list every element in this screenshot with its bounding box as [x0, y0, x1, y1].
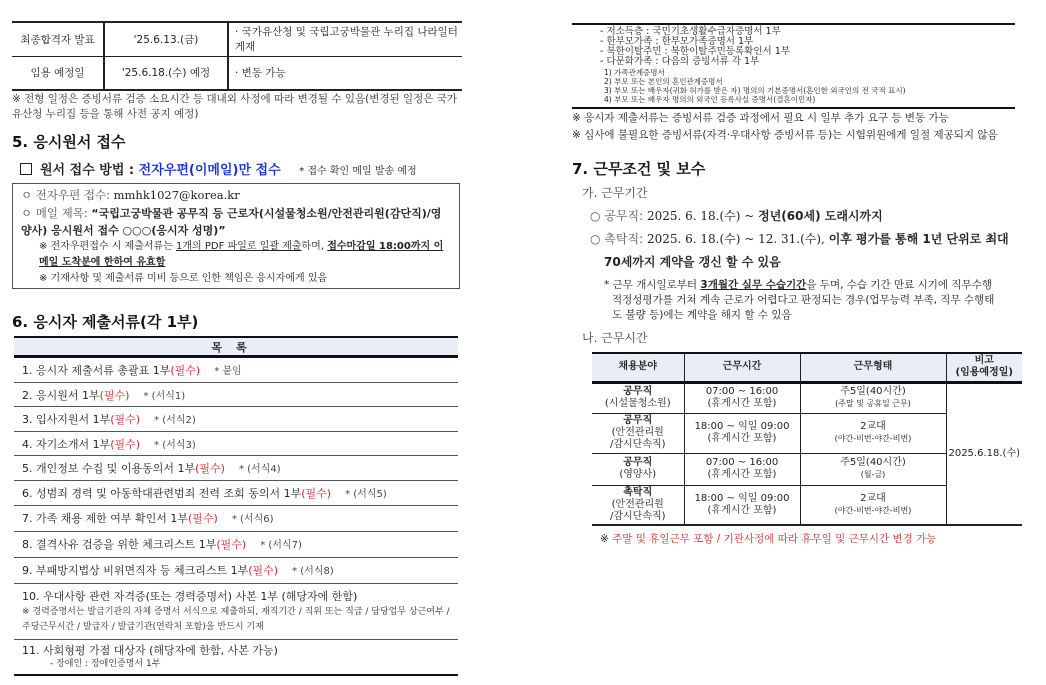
method-line: [20, 159, 417, 178]
time-cell: [684, 413, 800, 453]
time: 18:00 ~ 익일 09:00: [694, 492, 790, 504]
field-sub: (시설물청소원): [604, 398, 671, 409]
document-item: [14, 532, 458, 558]
time-sub: (휴게시간 포함): [707, 398, 777, 409]
table-row: [12, 22, 462, 56]
schedule-date: '25.6.13.(금): [104, 22, 228, 56]
note: ※ 응시자 제출서류는 증빙서류 검증 과정에서 필요 시 일부 추가 요구 등 변동 가능: [572, 112, 949, 124]
method-value: 전자우편(이메일)만 접수: [138, 163, 281, 178]
field: 공무직: [623, 457, 653, 468]
document-item: [14, 456, 458, 481]
field: 공무직: [623, 415, 653, 426]
required-badge: (필수): [99, 388, 130, 402]
email-box: [12, 183, 460, 289]
type-sub: (야간-비번-야간-비번): [834, 434, 912, 443]
checkbox-icon: [20, 163, 32, 175]
documents-table: [14, 336, 458, 676]
subject-line: ㅇ 메일 제목: “국립고궁박물관 공무직 등 근로자(시설물청소원/안전관리원(감단직)/영양사) 응시원서 접수 ○○○(응시자 성명)”: [21, 206, 442, 237]
item-text: 6. 성범죄 경력 및 아동학대관련범죄 전력 조회 동의서 1부: [22, 486, 302, 500]
col-header: 근무형태: [800, 353, 946, 382]
field: 공무직: [623, 386, 653, 397]
documents-notes: [572, 110, 998, 144]
col-header: 비고 (임용예정일): [946, 353, 1022, 382]
item-text: 1. 응시자 제출서류 총괄표 1부: [22, 364, 171, 377]
required-badge: (필수): [110, 437, 141, 451]
time-cell: [684, 485, 800, 525]
work-hours-title: 나. 근무시간: [582, 331, 648, 345]
time-cell: [684, 453, 800, 485]
document-item: [14, 506, 458, 532]
note-underline: 3개월간 실무 수습기간: [700, 279, 807, 291]
time: 07:00 ~ 16:00: [705, 457, 779, 468]
note-pdf: [21, 239, 451, 271]
subject-label: 메일 제목:: [35, 206, 88, 220]
form-ref: * 붙임: [214, 366, 242, 377]
note-deadline: 접수마감일 18:00까지 이메일 도착분에 한하여 유효함: [39, 241, 444, 268]
type: 주5일(40시간): [840, 457, 906, 468]
table-header: [592, 353, 1022, 382]
type-sub: (월-금): [860, 470, 886, 479]
type-sub: (야간-비번-야간-비번): [834, 505, 912, 515]
required-badge: (필수): [195, 462, 225, 476]
table-row: [592, 382, 1022, 413]
note-text: ※ 전자우편접수 시 제출서류는: [39, 241, 177, 252]
type-cell: [800, 413, 946, 453]
note-underline: 1개의 PDF 파일로 일괄 제출: [176, 241, 302, 252]
list-item: 4) 부모 또는 배우자 명의의 외국인 등록사실 증명서(결혼이민자): [604, 95, 816, 104]
note-responsibility: ※ 기재사항 및 제출서류 미비 등으로 인한 책임은 응시자에게 있음: [39, 273, 328, 284]
form-ref: * (서식4): [238, 464, 281, 476]
item-text: 9. 부패방지법상 비위면직자 등 체크리스트 1부: [22, 563, 249, 577]
label: 촉탁직:: [604, 232, 644, 246]
note-mark: ※: [600, 533, 609, 545]
multicultural-list: [600, 68, 1015, 104]
field-cell: [592, 413, 684, 453]
form-ref: * (서식7): [260, 539, 302, 551]
required-badge: (필수): [216, 537, 247, 551]
email-address[interactable]: mmhk1027@korea.kr: [113, 188, 240, 202]
schedule-item: 임용 예정일: [12, 56, 104, 90]
required-badge: (필수): [248, 563, 279, 577]
bold-text: 정년(60세) 도래시까지: [758, 209, 883, 223]
time-sub: (휴게시간 포함): [707, 433, 777, 444]
email-line: ㅇ 전자우편 접수: mmhk1027@korea.kr: [21, 188, 240, 202]
bold-text: 이후 평가를 통해 1년 단위로 최대 70세까지 계약을 갱신 할 수 있음: [604, 232, 1009, 269]
equity-documents-continued: [572, 23, 1015, 109]
schedule-note: ※ 전형 일정은 증빙서류 검증 소요시간 등 대내외 사정에 따라 변경될 수 있음(변경된 일정은 국가유산청 누리집 등을 통해 사전 공지 예정): [12, 93, 458, 120]
item-sub: - 장애인 : 장애인증명서 1부: [50, 658, 161, 669]
document-item: [14, 383, 458, 408]
item-text: 4. 자기소개서 1부: [22, 437, 111, 451]
type: 2교대: [860, 421, 886, 432]
field-cell: [592, 453, 684, 485]
label: 공무직:: [604, 209, 644, 223]
form-ref: * (서식3): [154, 439, 196, 451]
document-item: [14, 358, 458, 383]
date: 2025. 6. 18.(수) ~: [646, 209, 759, 223]
note-text: 하며,: [301, 241, 328, 252]
note: ※ 심사에 불필요한 증빙서류(자격·우대사항 증빙서류 등)는 시험위원에게 일절 제공되지 않음: [572, 129, 998, 141]
document-item: [14, 481, 458, 506]
list-item: 3) 부모 또는 배우자(귀화 허가를 받은 자) 명의의 기본증명서(혼인한 외국인의 전 국적 표시): [604, 86, 906, 95]
time-cell: [684, 382, 800, 413]
document-item: [14, 432, 458, 457]
item-sub: - 북한이탈주민 : 북한이탈주민등록확인서 1부: [600, 46, 790, 57]
col-header: 근무시간: [684, 353, 800, 382]
item-text: 3. 입사지원서 1부: [22, 413, 111, 427]
time: 07:00 ~ 16:00: [705, 386, 779, 397]
form-ref: * (서식5): [345, 488, 387, 500]
period-permanent: ○ 공무직: 2025. 6. 18.(수) ~ 정년(60세) 도래시까지: [590, 209, 883, 223]
item-text: 5. 개인정보 수집 및 이용동의서 1부: [22, 462, 196, 476]
probation-note: [590, 278, 1000, 323]
field-cell: [592, 485, 684, 525]
time: 18:00 ~ 익일 09:00: [694, 421, 790, 432]
schedule-item: 최종합격자 발표: [12, 22, 104, 56]
note-text: 을 두며, 수습 기간 만료 시기에 직무수행 적정성평가를 거쳐 계속 근로가 어렵다고 판정되는 경우(업무능력 부족, 직무 수행태도 불량 등)에는 계약을 해지 할 수 있음: [612, 279, 995, 321]
schedule-date: '25.6.18.(수) 예정: [104, 56, 228, 90]
required-badge: (필수): [187, 511, 218, 525]
schedule-note: · 변동 가능: [228, 56, 462, 90]
type: 2교대: [860, 492, 886, 504]
email-label: 전자우편 접수:: [35, 188, 110, 202]
time-sub: (휴게시간 포함): [707, 504, 777, 516]
list-item: 2) 부모 또는 본인의 혼인관계증명서: [604, 77, 723, 86]
work-hours-table: [592, 352, 1022, 526]
item-note: ※ 경력증명서는 발급기관의 자체 증명서 서식으로 제출하되, 재직기간 / 직위 또는 직급 / 담당업무 상근여부 / 주당근무시간 / 발급자 / 발급기관(연락처 포함)을 반드시 기재: [22, 606, 450, 632]
required-badge: (필수): [301, 486, 332, 500]
section-7-title: 7. 근무조건 및 보수: [572, 160, 706, 178]
required-badge: (필수): [170, 364, 201, 377]
schedule-note: · 국가유산청 및 국립고궁박물관 누리집 나라일터 게재: [228, 22, 462, 56]
remark-cell: 2025.6.18.(수): [946, 382, 1022, 525]
work-period-title: 가. 근무기간: [582, 186, 648, 200]
field-sub: (안전관리원 /감시단속직): [609, 427, 666, 450]
type: 주5일(40시간): [840, 386, 906, 397]
item-sub: - 한부모가족 : 한부모가족증명서 1부: [600, 36, 754, 47]
item-text: 10. 우대사항 관련 자격증(또는 경력증명서) 사본 1부 (해당자에 한함): [22, 589, 358, 603]
form-ref: * (서식6): [231, 513, 274, 525]
note-text: 주말 및 휴일근무 포함 / 기관사정에 따라 휴무일 및 근무시간 변경 가능: [612, 533, 937, 545]
required-badge: (필수): [110, 413, 141, 427]
col-header: 채용분야: [592, 353, 684, 382]
section-5-title: 5. 응시원서 접수: [12, 133, 126, 151]
date: 2025. 6. 18.(수) ~ 12. 31.(수),: [646, 232, 829, 246]
table-row: [12, 56, 462, 90]
type-cell: [800, 485, 946, 525]
time-sub: (휴게시간 포함): [707, 469, 777, 480]
item-text: 11. 사회형평 가점 대상자 (해당자에 한함, 사본 가능): [22, 643, 278, 657]
item-text: 7. 가족 채용 제한 여부 확인서 1부: [22, 511, 188, 525]
form-ref: * (서식1): [143, 390, 186, 402]
method-note: * 접수 확인 메일 발송 예정: [299, 166, 417, 177]
form-ref: * (서식2): [154, 415, 196, 427]
item-sub: - 저소득층 : 국민기초생활수급자증명서 1부: [600, 26, 781, 37]
document-item: [14, 558, 458, 584]
list-item: 1) 가족관계증명서: [604, 68, 665, 77]
method-label: 원서 접수 방법 :: [40, 163, 135, 178]
schedule-table: [12, 21, 462, 91]
field-cell: [592, 382, 684, 413]
field-sub: (영양사): [619, 469, 657, 480]
period-contract: ○ 촉탁직: 2025. 6. 18.(수) ~ 12. 31.(수), 이후 평가를 통해 1년 단위로 최대 70세까지 계약을 갱신 할 수 있음: [590, 232, 1009, 269]
field-sub: (안전관리원 /감시단속직): [609, 498, 666, 522]
item-text: 8. 결격사유 검증을 위한 체크리스트 1부: [22, 537, 217, 551]
subject-value: “국립고궁박물관 공무직 등 근로자(시설물청소원/안전관리원(감단직)/영양사) 응시원서 접수 ○○○(응시자 성명)”: [21, 207, 442, 237]
document-item: [14, 407, 458, 432]
form-ref: * (서식8): [292, 565, 334, 577]
work-period: [590, 205, 1018, 323]
work-footnote: [600, 531, 936, 546]
type-cell: [800, 382, 946, 413]
document-item-11: [14, 640, 458, 676]
field: 촉탁직: [623, 486, 653, 498]
section-6-title: 6. 응시자 제출서류(각 1부): [12, 313, 199, 331]
documents-header: 목록: [14, 336, 458, 358]
note-text: * 근무 개시일로부터: [604, 279, 701, 291]
type-cell: [800, 453, 946, 485]
type-sub: (주말 및 공휴일 근무): [835, 399, 911, 408]
item-text: 2. 응시원서 1부: [22, 388, 100, 402]
item-sub: - 다문화가족 : 다음의 증빙서류 각 1부: [600, 56, 760, 67]
document-item-10: [14, 584, 458, 640]
